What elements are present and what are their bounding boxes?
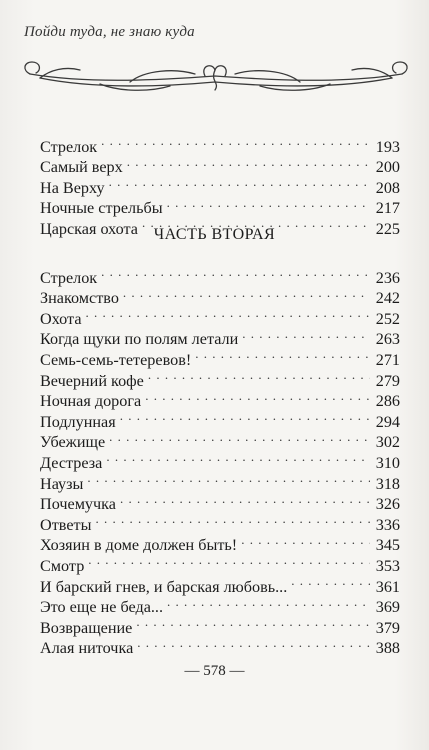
section-heading: ЧАСТЬ ВТОРАЯ <box>153 226 276 243</box>
toc-entry-page: 336 <box>375 515 400 534</box>
toc-entry <box>40 550 400 575</box>
toc-entry-title: Возвращение <box>40 618 133 637</box>
running-head: Пойди туда, не знаю куда <box>24 24 195 40</box>
toc-entry-page: 217 <box>375 199 400 218</box>
toc-entry <box>40 262 400 287</box>
toc-entry-page: 294 <box>375 412 400 431</box>
toc-entry-page: 388 <box>375 639 400 658</box>
dot-leader <box>106 447 370 468</box>
toc-entry-page: 310 <box>375 453 400 472</box>
dot-leader <box>86 303 370 324</box>
dot-leader <box>291 571 370 592</box>
toc-entry-title: Это еще не беда... <box>40 598 164 617</box>
dot-leader <box>109 427 370 448</box>
toc-entry-title: Хозяин в доме должен быть! <box>40 536 238 555</box>
dot-leader <box>120 489 370 510</box>
toc-entry <box>40 324 400 349</box>
toc-entry-title: Убежище <box>40 433 106 452</box>
toc-entry-title: Охота <box>40 309 82 328</box>
toc-entry-page: 326 <box>375 495 400 514</box>
toc-entry-page: 279 <box>375 371 400 390</box>
toc-entry-page: 271 <box>375 350 400 369</box>
toc-entry <box>40 571 400 596</box>
toc-entry-title: Алая ниточка <box>40 639 134 658</box>
toc-entry <box>40 131 400 156</box>
toc-entry-title: Вечерний кофе <box>40 371 144 390</box>
dot-leader <box>109 172 370 193</box>
toc-entry-title: Знакомство <box>40 289 119 308</box>
toc-entry-page: 208 <box>375 178 400 197</box>
toc-entry-page: 252 <box>375 309 400 328</box>
toc-entry-title: Семь-семь-тетеревов! <box>40 350 192 369</box>
toc-entry-page: 361 <box>375 577 400 596</box>
toc-entry-title: Наузы <box>40 474 84 493</box>
toc-entry-page: 242 <box>375 289 400 308</box>
toc-entry-page: 286 <box>375 392 400 411</box>
toc-entry-page: 379 <box>375 618 400 637</box>
toc-entry <box>40 468 400 493</box>
toc-entry-title: Стрелок <box>40 268 98 287</box>
dot-leader <box>242 324 370 345</box>
toc-entry-title: Самый верх <box>40 158 123 177</box>
dot-leader <box>101 262 370 283</box>
ornament-flourish-icon <box>10 40 420 100</box>
toc-entry-page: 200 <box>375 158 400 177</box>
dot-leader <box>127 152 370 173</box>
dot-leader <box>95 509 370 530</box>
dot-leader <box>137 633 370 654</box>
toc-entry-title: Ответы <box>40 515 92 534</box>
toc-entry-title: Царская охота <box>40 219 138 238</box>
toc-entry-page: 193 <box>375 137 400 156</box>
toc-entry-title: Подлунная <box>40 412 116 431</box>
toc-entry-page: 369 <box>375 598 400 617</box>
dot-leader <box>101 131 370 152</box>
toc-entry-page: 318 <box>375 474 400 493</box>
dot-leader <box>88 550 370 571</box>
toc-entry-title: Когда щуки по полям летали <box>40 330 239 349</box>
dot-leader <box>87 468 370 489</box>
dot-leader <box>145 386 370 407</box>
toc-part-two <box>40 262 400 658</box>
dot-leader <box>167 193 370 214</box>
dot-leader <box>148 365 370 386</box>
dot-leader <box>167 592 370 613</box>
toc-entry-title: Дестреза <box>40 453 103 472</box>
toc-entry-title: Почемучка <box>40 495 116 514</box>
toc-entry-title: Смотр <box>40 556 85 575</box>
dot-leader <box>195 344 370 365</box>
toc-entry-title: Стрелок <box>40 137 98 156</box>
toc-entry-page: 302 <box>375 433 400 452</box>
toc-entry <box>40 303 400 328</box>
toc-entry-page: 263 <box>375 330 400 349</box>
dot-leader <box>136 612 370 633</box>
toc-entry-page: 236 <box>375 268 400 287</box>
toc-entry-title: И барский гнев, и барская любовь... <box>40 577 288 596</box>
dot-leader <box>241 530 370 551</box>
toc-entry-title: На Верху <box>40 178 105 197</box>
toc-entry <box>40 489 400 514</box>
dot-leader <box>123 283 370 304</box>
toc-entry-page: 353 <box>375 556 400 575</box>
dot-leader <box>120 406 370 427</box>
toc-entry-title: Ночная дорога <box>40 392 142 411</box>
toc-entry-title: Ночные стрельбы <box>40 199 163 218</box>
toc-entry-page: 225 <box>375 219 400 238</box>
toc-entry-page: 345 <box>375 536 400 555</box>
page-number: — 578 — <box>184 663 245 679</box>
